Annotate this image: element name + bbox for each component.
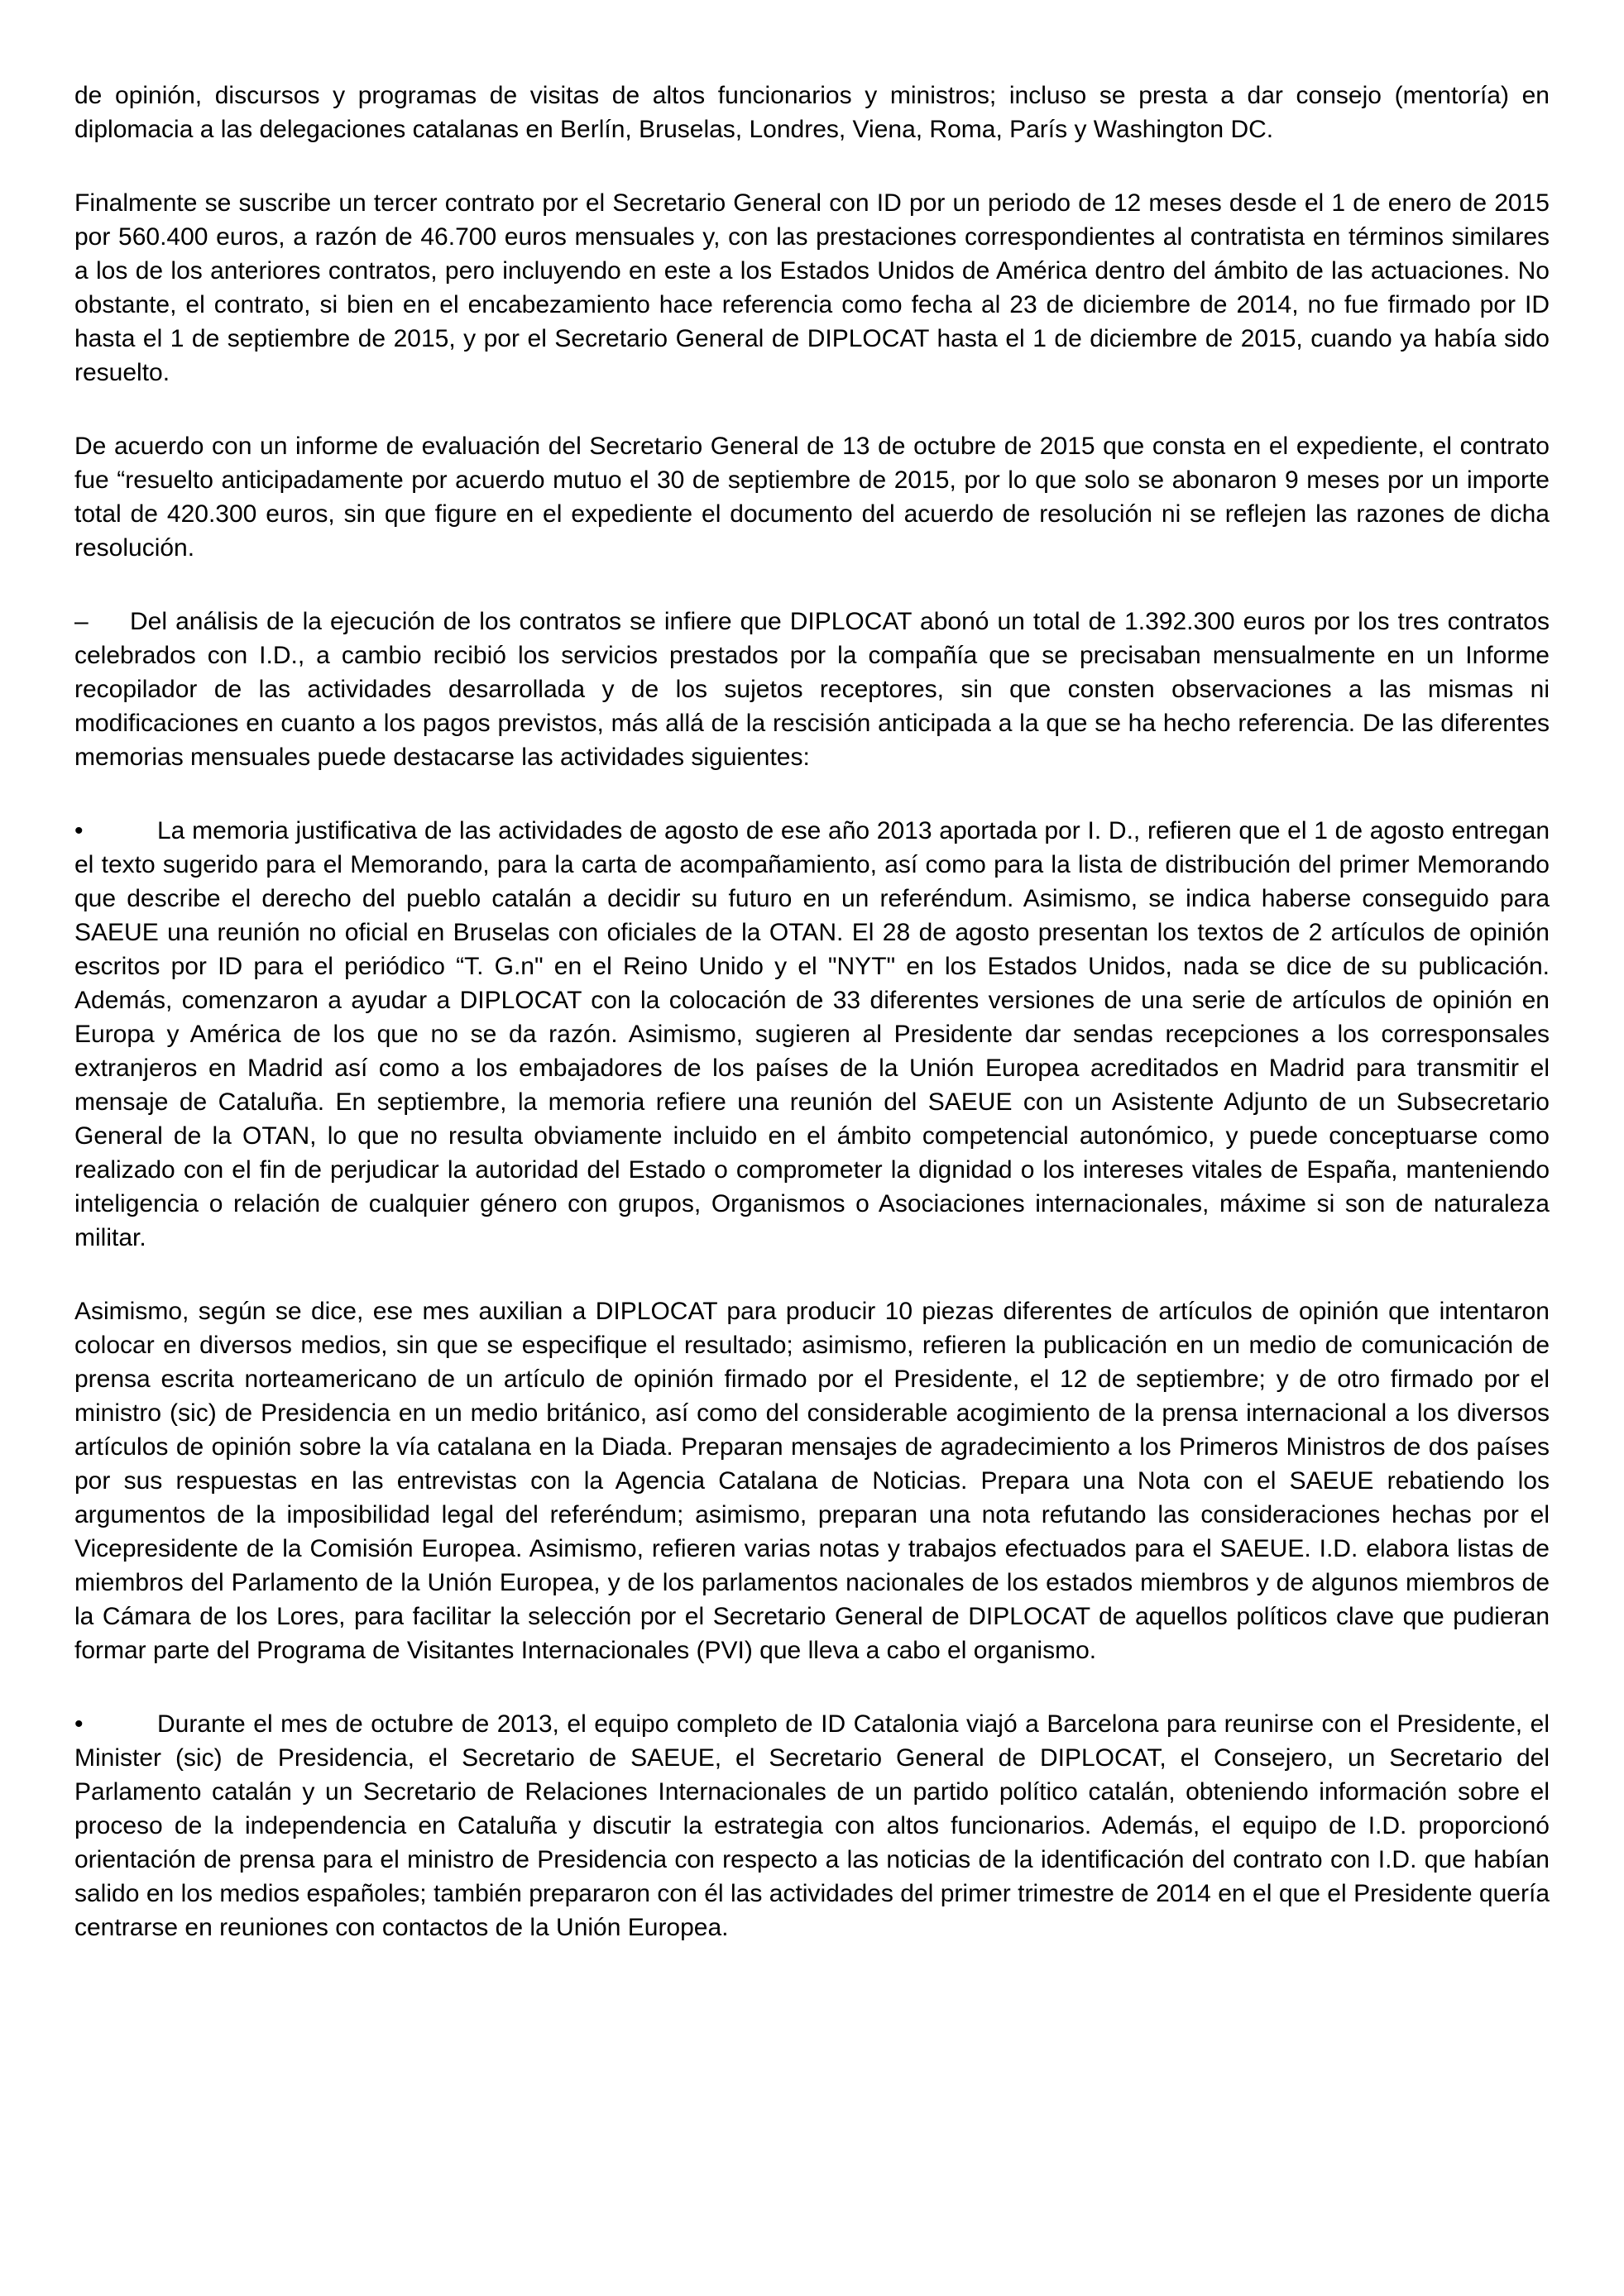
paragraph-text: La memoria justificativa de las actividades de agosto de ese año 2013 aportada por I. D., refieren que el 1 de agosto entregan el texto sugerido para el Memorando, para la carta de acompañamiento, así como para la lista de distribución del primer Memorando que describe el derecho del pueblo catalán a decidir su futuro en un referéndum. Asimismo, se indica haberse conseguido para SAEUE una reunión no oficial en Bruselas con oficiales de la OTAN. El 28 de agosto presentan los textos de 2 artículos de opinión escritos por ID para el periódico “T. G.n" en el Reino Unido y el "NYT" en los Estados Unidos, nada se dice de su publicación. Además, comenzaron a ayudar a DIPLOCAT con la colocación de 33 diferentes versiones de una serie de artículos de opinión en Europa y América de los que no se da razón. Asimismo, sugieren al Presidente dar sendas recepciones a los corresponsales extranjeros en Madrid así como a los embajadores de los países de la Unión Europea acreditados en Madrid para transmitir el mensaje de Cataluña. En septiembre, la memoria refiere una reunión del SAEUE con un Asistente Adjunto de un Subsecretario General de la OTAN, lo que no resulta obviamente incluido en el ámbito competencial autonómico, y puede conceptuarse como realizado con el fin de perjudicar la autoridad del Estado o comprometer la dignidad o los intereses vitales de España, manteniendo inteligencia o relación de cualquier género con grupos, Organismos o Asociaciones internacionales, máxime si son de naturaleza militar. [74, 817, 1550, 1251]
bullet-marker: • [74, 817, 84, 844]
paragraph-auxilio-septiembre: Asimismo, según se dice, ese mes auxilian a DIPLOCAT para producir 10 piezas diferentes de artículos de opinión que intentaron colocar en diversos medios, sin que se especifique el resultado; asimismo, refieren la publicación en un medio de comunicación de prensa escrita norteamericano de un artículo de opinión firmado por el Presidente, el 12 de septiembre; y de otro firmado por el ministro (sic) de Presidencia en un medio británico, así como del considerable acogimiento de la prensa internacional a los diversos artículos de opinión sobre la vía catalana en la Diada. Preparan mensajes de agradecimiento a los Primeros Ministros de dos países por sus respuestas en las entrevistas con la Agencia Catalana de Noticias. Prepara una Nota con el SAEUE rebatiendo los argumentos de la imposibilidad legal del referéndum; asimismo, preparan una nota refutando las consideraciones hechas por el Vicepresidente de la Comisión Europea. Asimismo, refieren varias notas y trabajos efectuados para el SAEUE. I.D. elabora listas de miembros del Parlamento de la Unión Europea, y de los parlamentos nacionales de los estados miembros y de algunos miembros de la Cámara de los Lores, para facilitar la selección por el Secretario General de DIPLOCAT de aquellos políticos clave que pudieran formar parte del Programa de Visitantes Internacionales (PVI) que lleva a cabo el organismo. [74, 1298, 1550, 1664]
paragraph-opinion-consejo: de opinión, discursos y programas de visitas de altos funcionarios y ministros; incluso se presta a dar consejo (mentoría) en diplomacia a las delegaciones catalanas en Berlín, Bruselas, Londres, Viena, Roma, París y Washington DC. [74, 82, 1550, 143]
paragraph-memoria-agosto-2013 [74, 814, 1550, 1255]
paragraph-text: Durante el mes de octubre de 2013, el equipo completo de ID Catalonia viajó a Barcelona para reunirse con el Presidente, el Minister (sic) de Presidencia, el Secretario de SAEUE, el Secretario General de DIPLOCAT, el Consejero, un Secretario del Parlamento catalán y un Secretario de Relaciones Internacionales de un partido político catalán, obteniendo información sobre el proceso de la independencia en Cataluña y discutir la estrategia con altos funcionarios. Además, el equipo de I.D. proporcionó orientación de prensa para el ministro de Presidencia con respecto a las noticias de la identificación del contrato con I.D. que habían salido en los medios españoles; también prepararon con él las actividades del primer trimestre de 2014 en el que el Presidente quería centrarse en reuniones con contactos de la Unión Europea. [74, 1710, 1550, 1941]
paragraph-text: Del análisis de la ejecución de los contratos se infiere que DIPLOCAT abonó un total de 1.392.300 euros por los tres contratos celebrados con I.D., a cambio recibió los servicios prestados por la compañía que se precisaban mensualmente en un Informe recopilador de las actividades desarrollada y de los sujetos receptores, sin que consten observaciones a las mismas ni modificaciones en cuanto a los pagos previstos, más allá de la rescisión anticipada a la que se ha hecho referencia. De las diferentes memorias mensuales puede destacarse las actividades siguientes: [74, 608, 1550, 771]
paragraph-octubre-2013-viaje [74, 1707, 1550, 1944]
paragraph-informe-evaluacion: De acuerdo con un informe de evaluación del Secretario General de 13 de octubre de 2015 que consta en el expediente, el contrato fue “resuelto anticipadamente por acuerdo mutuo el 30 de septiembre de 2015, por lo que solo se abonaron 9 meses por un importe total de 420.300 euros, sin que figure en el expediente el documento del acuerdo de resolución ni se reflejen las razones de dicha resolución. [74, 433, 1550, 562]
bullet-marker: • [74, 1710, 84, 1738]
paragraph-analisis-ejecucion [74, 605, 1550, 774]
paragraph-tercer-contrato: Finalmente se suscribe un tercer contrato por el Secretario General con ID por un periodo de 12 meses desde el 1 de enero de 2015 por 560.400 euros, a razón de 46.700 euros mensuales y, con las prestaciones correspondientes al contratista en términos similares a los de los anteriores contratos, pero incluyendo en este a los Estados Unidos de América dentro del ámbito de las actuaciones. No obstante, el contrato, si bien en el encabezamiento hace referencia como fecha al 23 de diciembre de 2014, no fue firmado por ID hasta el 1 de septiembre de 2015, y por el Secretario General de DIPLOCAT hasta el 1 de diciembre de 2015, cuando ya había sido resuelto. [74, 189, 1550, 386]
dash-marker: – [74, 608, 89, 635]
